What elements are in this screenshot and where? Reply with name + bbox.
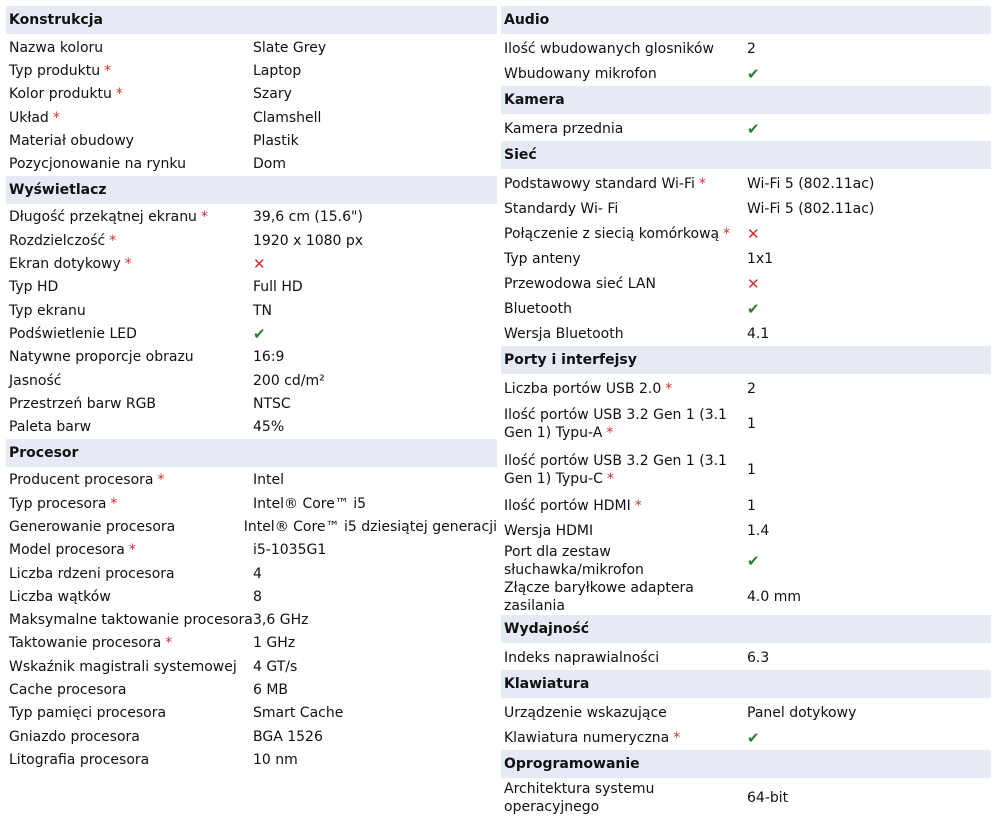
section-oprogramowanie xyxy=(501,750,991,816)
spec-row xyxy=(501,579,991,615)
section-heading: Wydajność xyxy=(501,615,991,643)
spec-label xyxy=(6,85,253,103)
spec-label xyxy=(6,634,253,652)
spec-label-text: Rozdzielczość xyxy=(9,232,106,249)
spec-label-text: Generowanie procesora xyxy=(9,518,176,535)
section-klawiatura xyxy=(501,670,991,750)
spec-label-text: Maksymalne taktowanie procesora xyxy=(9,612,253,629)
spec-value: Szary xyxy=(253,86,292,103)
spec-row xyxy=(501,221,991,246)
spec-row xyxy=(6,322,497,345)
section-audio xyxy=(501,6,991,86)
spec-value: 1.4 xyxy=(747,522,770,539)
required-asterisk: * xyxy=(200,209,208,226)
spec-label xyxy=(501,497,747,515)
spec-value: NTSC xyxy=(253,395,291,412)
spec-label xyxy=(501,649,747,667)
required-asterisk: * xyxy=(165,635,173,652)
spec-label-text: Typ HD xyxy=(9,279,59,296)
spec-label-text: Pozycjonowanie na rynku xyxy=(9,156,186,173)
spec-label xyxy=(6,471,253,489)
spec-label-text: Gniazdo procesora xyxy=(9,728,140,745)
required-asterisk: * xyxy=(606,471,614,487)
spec-label xyxy=(6,518,244,536)
spec-value: 8 xyxy=(253,588,262,605)
spec-row xyxy=(6,83,497,106)
spec-row xyxy=(6,206,497,229)
section-siec xyxy=(501,141,991,346)
spec-row xyxy=(6,609,497,632)
spec-label xyxy=(501,406,747,442)
spec-label xyxy=(501,543,747,579)
spec-label xyxy=(501,40,747,58)
spec-row xyxy=(6,59,497,82)
spec-label xyxy=(501,704,747,722)
spec-value: Laptop xyxy=(253,62,302,79)
spec-value: BGA 1526 xyxy=(253,728,323,745)
spec-label-text: Typ pamięci procesora xyxy=(9,705,167,722)
spec-row xyxy=(6,585,497,608)
spec-row xyxy=(6,725,497,748)
section-procesor xyxy=(6,439,497,772)
required-asterisk: * xyxy=(128,542,136,559)
spec-label xyxy=(6,62,253,80)
required-asterisk: * xyxy=(606,425,614,441)
check-icon: ✔ xyxy=(747,64,760,83)
spec-label-text: Materiał obudowy xyxy=(9,132,134,149)
section-heading: Klawiatura xyxy=(501,670,991,698)
spec-label-text: Klawiatura numeryczna xyxy=(504,729,670,746)
spec-row xyxy=(501,543,991,579)
spec-label xyxy=(501,380,747,398)
spec-label-text: Nazwa koloru xyxy=(9,39,104,56)
cross-icon: ✕ xyxy=(747,224,760,243)
spec-row xyxy=(501,246,991,271)
spec-row xyxy=(6,748,497,771)
spec-row xyxy=(501,725,991,750)
spec-label xyxy=(6,39,253,57)
spec-label xyxy=(6,232,253,250)
spec-label-text: Ilość wbudowanych glosników xyxy=(504,40,714,57)
right-column xyxy=(501,6,991,816)
spec-row xyxy=(6,229,497,252)
required-asterisk: * xyxy=(110,495,118,512)
spec-label-text: Model procesora xyxy=(9,542,125,559)
spec-label-text: Natywne proporcje obrazu xyxy=(9,349,194,366)
spec-label xyxy=(501,200,747,218)
required-asterisk: * xyxy=(104,62,112,79)
spec-label-text: Liczba wątków xyxy=(9,588,111,605)
spec-label-text: Układ xyxy=(9,109,49,126)
required-asterisk: * xyxy=(124,256,132,273)
section-heading: Audio xyxy=(501,6,991,34)
spec-row xyxy=(501,518,991,543)
section-heading: Porty i interfejsy xyxy=(501,346,991,374)
section-heading: Konstrukcja xyxy=(6,6,497,34)
required-asterisk: * xyxy=(698,175,706,192)
cross-icon: ✕ xyxy=(253,255,266,274)
spec-value: 10 nm xyxy=(253,751,298,768)
spec-row xyxy=(6,152,497,175)
spec-row xyxy=(6,346,497,369)
check-icon: ✔ xyxy=(253,324,266,343)
spec-label-text: Jasność xyxy=(9,372,62,389)
spec-value: 1 xyxy=(747,497,756,514)
spec-row xyxy=(501,296,991,321)
spec-row xyxy=(6,539,497,562)
spec-label xyxy=(6,348,253,366)
spec-label xyxy=(6,565,253,583)
section-heading: Procesor xyxy=(6,439,497,467)
spec-value: 45% xyxy=(253,419,285,436)
spec-label-text: Cache procesora xyxy=(9,682,127,699)
required-asterisk: * xyxy=(115,86,123,103)
required-asterisk: * xyxy=(109,232,117,249)
spec-row xyxy=(6,36,497,59)
spec-label-text: Długość przekątnej ekranu xyxy=(9,209,197,226)
spec-label-text: Typ procesora xyxy=(9,495,107,512)
spec-label xyxy=(501,579,747,615)
check-icon: ✔ xyxy=(747,119,760,138)
spec-label xyxy=(6,681,253,699)
spec-label-text: Typ anteny xyxy=(504,250,581,267)
spec-label-text: Ilość portów HDMI xyxy=(504,497,631,514)
spec-row xyxy=(501,645,991,670)
spec-label xyxy=(501,522,747,540)
spec-row xyxy=(6,469,497,492)
spec-value: Intel® Core™ i5 dziesiątej generacji xyxy=(243,518,497,535)
section-heading: Oprogramowanie xyxy=(501,750,991,778)
spec-label xyxy=(6,704,253,722)
spec-label-text: Przestrzeń barw RGB xyxy=(9,395,157,412)
required-asterisk: * xyxy=(52,109,60,126)
spec-label-text: Port dla zestaw słuchawka/mikrofon xyxy=(504,544,644,578)
spec-value: 1 GHz xyxy=(253,635,296,652)
spec-value: Slate Grey xyxy=(253,39,327,56)
spec-label xyxy=(501,65,747,83)
spec-value: Panel dotykowy xyxy=(747,704,857,721)
section-kamera xyxy=(501,86,991,141)
spec-label-text: Architektura systemu operacyjnego xyxy=(504,781,655,815)
spec-label xyxy=(501,250,747,268)
spec-label xyxy=(501,175,747,193)
spec-value: 4.1 xyxy=(747,325,770,342)
spec-value: Intel® Core™ i5 xyxy=(253,495,367,512)
spec-value: Plastik xyxy=(253,132,299,149)
spec-label xyxy=(501,120,747,138)
spec-row xyxy=(6,252,497,275)
spec-label-text: Złącze baryłkowe adaptera zasilania xyxy=(504,580,694,614)
spec-value: Dom xyxy=(253,156,286,173)
spec-label-text: Połączenie z siecią komórkową xyxy=(504,225,720,242)
spec-row xyxy=(501,171,991,196)
spec-value: 1x1 xyxy=(747,250,774,267)
spec-label-text: Podświetlenie LED xyxy=(9,325,137,342)
spec-label-text: Wersja HDMI xyxy=(504,522,594,539)
spec-row xyxy=(6,276,497,299)
spec-value: 1 xyxy=(747,416,756,432)
spec-label-text: Urządzenie wskazujące xyxy=(504,704,667,721)
spec-label-text: Typ produktu xyxy=(9,62,101,79)
spec-value: 4 xyxy=(253,565,262,582)
spec-value: Full HD xyxy=(253,279,303,296)
spec-row xyxy=(501,447,991,493)
spec-row xyxy=(6,299,497,322)
spec-label-text: Podstawowy standard Wi-Fi xyxy=(504,175,695,192)
cross-icon: ✕ xyxy=(747,274,760,293)
spec-label xyxy=(6,395,253,413)
spec-label xyxy=(6,278,253,296)
spec-row xyxy=(501,376,991,401)
section-heading: Kamera xyxy=(501,86,991,114)
spec-row xyxy=(501,700,991,725)
spec-value: Intel xyxy=(253,472,284,489)
spec-label xyxy=(501,452,747,488)
spec-row xyxy=(6,655,497,678)
spec-label xyxy=(501,275,747,293)
section-heading: Wyświetlacz xyxy=(6,176,497,204)
spec-label xyxy=(6,302,253,320)
spec-label-text: Litografia procesora xyxy=(9,751,150,768)
spec-row xyxy=(6,632,497,655)
check-icon: ✔ xyxy=(747,728,760,747)
spec-value: Wi-Fi 5 (802.11ac) xyxy=(747,200,875,217)
section-wydajnosc xyxy=(501,615,991,670)
spec-label xyxy=(6,325,253,343)
spec-label-text: Paleta barw xyxy=(9,419,92,436)
spec-label-text: Ekran dotykowy xyxy=(9,256,121,273)
spec-value: TN xyxy=(253,302,273,319)
spec-label xyxy=(501,225,747,243)
spec-label-text: Indeks naprawialności xyxy=(504,649,660,666)
spec-value: 200 cd/m² xyxy=(253,372,325,389)
spec-label xyxy=(6,495,253,513)
check-icon: ✔ xyxy=(747,552,760,570)
required-asterisk: * xyxy=(673,729,681,746)
spec-label xyxy=(6,255,253,273)
spec-row xyxy=(6,369,497,392)
spec-value: Wi-Fi 5 (802.11ac) xyxy=(747,175,875,192)
required-asterisk: * xyxy=(157,472,165,489)
spec-label-text: Standardy Wi- Fi xyxy=(504,200,619,217)
spec-label xyxy=(6,728,253,746)
spec-value: 2 xyxy=(747,380,756,397)
spec-value: 1 xyxy=(747,462,756,478)
spec-label xyxy=(6,155,253,173)
spec-value: 3,6 GHz xyxy=(253,612,309,629)
spec-row xyxy=(6,129,497,152)
spec-row xyxy=(6,106,497,129)
spec-row xyxy=(6,492,497,515)
spec-value: Smart Cache xyxy=(253,705,344,722)
spec-label xyxy=(6,611,253,629)
spec-value: 2 xyxy=(747,40,756,57)
spec-label-text: Liczba rdzeni procesora xyxy=(9,565,175,582)
spec-row xyxy=(501,196,991,221)
section-porty-i-interfejsy xyxy=(501,346,991,615)
spec-label-text: Typ ekranu xyxy=(9,302,86,319)
spec-value: 4 GT/s xyxy=(253,658,298,675)
section-konstrukcja xyxy=(6,6,497,176)
spec-label xyxy=(501,780,747,816)
spec-row xyxy=(6,415,497,438)
spec-label xyxy=(6,372,253,390)
spec-row xyxy=(6,678,497,701)
spec-label xyxy=(501,729,747,747)
spec-value: 1920 x 1080 px xyxy=(253,232,364,249)
spec-label xyxy=(501,325,747,343)
required-asterisk: * xyxy=(665,380,673,397)
spec-label-text: Bluetooth xyxy=(504,300,572,317)
spec-label-text: Producent procesora xyxy=(9,472,154,489)
spec-label xyxy=(6,132,253,150)
spec-label xyxy=(6,751,253,769)
spec-row xyxy=(6,562,497,585)
spec-row xyxy=(501,116,991,141)
spec-value: 4.0 mm xyxy=(747,589,801,605)
spec-label-text: Liczba portów USB 2.0 xyxy=(504,380,662,397)
spec-value: 64-bit xyxy=(747,790,789,806)
spec-row xyxy=(6,702,497,725)
spec-label-text: Kolor produktu xyxy=(9,86,112,103)
spec-label xyxy=(6,208,253,226)
spec-row xyxy=(6,392,497,415)
spec-label xyxy=(6,588,253,606)
spec-row xyxy=(501,493,991,518)
spec-label xyxy=(6,541,253,559)
spec-label xyxy=(6,418,253,436)
required-asterisk: * xyxy=(723,225,731,242)
spec-row xyxy=(501,401,991,447)
spec-label xyxy=(6,109,253,127)
spec-label-text: Wersja Bluetooth xyxy=(504,325,624,342)
spec-row xyxy=(501,271,991,296)
spec-row xyxy=(501,780,991,816)
required-asterisk: * xyxy=(634,497,642,514)
section-wyswietlacz xyxy=(6,176,497,439)
spec-label-text: Przewodowa sieć LAN xyxy=(504,275,656,292)
spec-label-text: Kamera przednia xyxy=(504,120,624,137)
spec-value: i5-1035G1 xyxy=(253,542,327,559)
spec-label xyxy=(6,658,253,676)
section-heading: Sieć xyxy=(501,141,991,169)
spec-value: 16:9 xyxy=(253,349,285,366)
spec-value: 39,6 cm (15.6") xyxy=(253,209,363,226)
spec-row xyxy=(501,321,991,346)
spec-label-text: Ilość portów USB 3.2 Gen 1 (3.1 Gen 1) Typu-C xyxy=(504,453,727,487)
spec-value: 6.3 xyxy=(747,649,770,666)
spec-row xyxy=(6,515,497,538)
spec-row xyxy=(501,61,991,86)
spec-label-text: Wbudowany mikrofon xyxy=(504,65,657,82)
left-column xyxy=(6,6,497,772)
spec-label xyxy=(501,300,747,318)
spec-label-text: Ilość portów USB 3.2 Gen 1 (3.1 Gen 1) Typu-A xyxy=(504,407,727,441)
spec-value: Clamshell xyxy=(253,109,322,126)
check-icon: ✔ xyxy=(747,299,760,318)
spec-row xyxy=(501,36,991,61)
spec-label-text: Wskaźnik magistrali systemowej xyxy=(9,658,237,675)
spec-value: 6 MB xyxy=(253,682,289,699)
spec-label-text: Taktowanie procesora xyxy=(9,635,162,652)
